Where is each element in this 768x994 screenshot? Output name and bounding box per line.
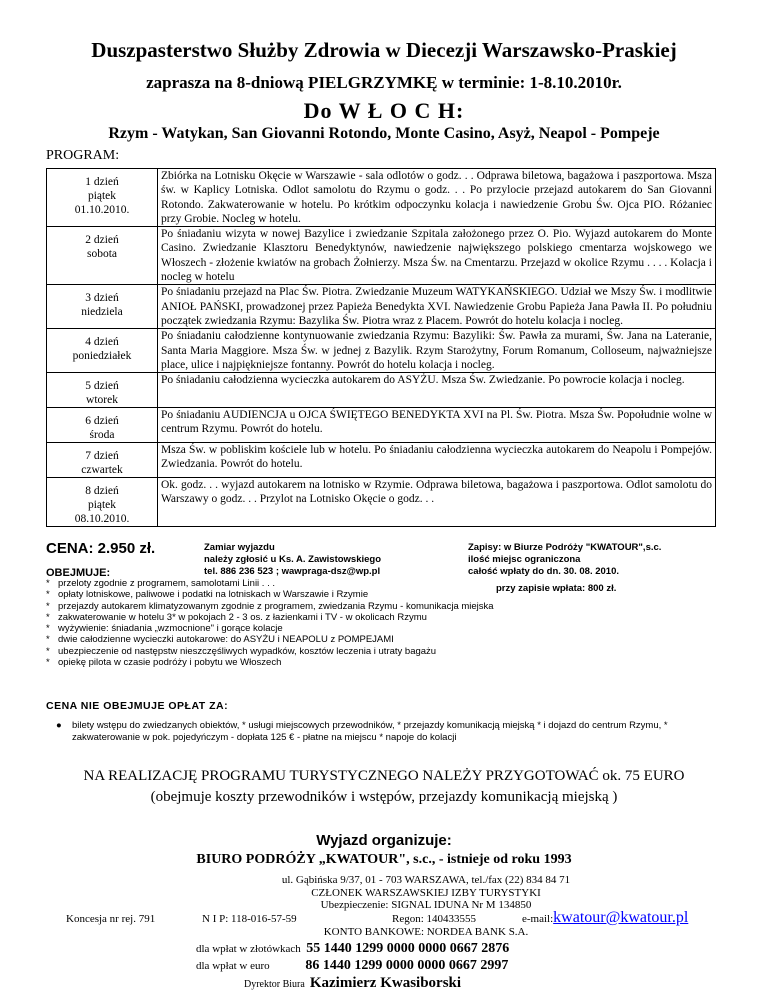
asterisk-icon: * bbox=[46, 634, 50, 646]
program-row bbox=[47, 285, 716, 329]
list-item-text: opłaty lotniskowe, paliwowe i podatki na lotniskach w Warszawie i Rzymie bbox=[58, 589, 369, 601]
day-cell bbox=[47, 227, 158, 285]
day-weekday: środa bbox=[89, 429, 115, 442]
email-label: e-mail: bbox=[522, 913, 554, 925]
program-label: PROGRAM: bbox=[46, 148, 120, 163]
asterisk-icon: * bbox=[46, 657, 50, 669]
asterisk-icon: * bbox=[46, 623, 50, 635]
includes-label: OBEJMUJE: bbox=[46, 567, 111, 579]
day-day: 8 dzień bbox=[85, 485, 119, 498]
list-item bbox=[46, 589, 494, 600]
day-day: 4 dzień bbox=[85, 336, 119, 349]
list-item bbox=[46, 646, 494, 657]
not-included-label: CENA NIE OBEJMUJE OPŁAT ZA: bbox=[46, 700, 229, 712]
bullet-icon: ● bbox=[56, 720, 62, 731]
director-name: Kazimierz Kwasiborski bbox=[309, 975, 462, 991]
day-day: 3 dzień bbox=[85, 292, 119, 305]
list-item-text: przeloty zgodnie z programem, samolotami Linii . . . bbox=[58, 578, 276, 589]
insurance-line: Ubezpieczenie: SIGNAL IDUNA Nr M 134850 bbox=[320, 899, 532, 911]
euro-note: NA REALIZACJĘ PROGRAMU TURYSTYCZNEGO NALEŻY PRZYGOTOWAĆ ok. 75 EURO bbox=[83, 768, 685, 784]
zapisy-line-3: całość wpłaty do dn. 30. 08. 2010. bbox=[468, 566, 620, 577]
day-cell bbox=[47, 408, 158, 443]
program-table bbox=[46, 168, 716, 527]
day-description: Ok. godz. . . wyjazd autokarem na lotnisko w Rzymie. Odprawa biletowa, bagażowa i paszportowa. Odlot samolotu do Warszawy o godz. . . Przylot na Lotnisko Okęcie o godz. . . bbox=[158, 478, 716, 527]
list-item-text: opiekę pilota w czasie podróży i pobytu we Włoszech bbox=[58, 657, 282, 669]
program-row bbox=[47, 443, 716, 478]
price: CENA: 2.950 zł. bbox=[46, 540, 156, 557]
day-description: Po śniadaniu wizyta w nowej Bazylice i zwiedzanie Szpitala założonego przez O. Pio. Wyjazd autokarem do Monte Casino. Zwiedzanie Klasztoru Benedyktynów, nawiedzenie największego polskiego cmentarza wojskowego we Włoszech - złożenie kwiatów na grobach Żołnierzy. Msza Św. na Cmentarzu. Przejazd w okolice Rzymu . . . . Kolacja i nocleg w hotelu bbox=[158, 227, 716, 285]
day-weekday: niedziela bbox=[81, 306, 123, 319]
email-link[interactable]: kwatour@kwatour.pl bbox=[553, 909, 689, 926]
program-row bbox=[47, 478, 716, 527]
nip-number: N I P: 118-016-57-59 bbox=[202, 913, 297, 925]
list-item-text: dwie całodzienne wycieczki autokarowe: do ASYŻU i NEAPOLU z POMPEJAMI bbox=[58, 634, 394, 646]
asterisk-icon: * bbox=[46, 645, 50, 657]
day-cell bbox=[47, 329, 158, 373]
deposit-info: przy zapisie wpłata: 800 zł. bbox=[496, 583, 617, 594]
program-row bbox=[47, 169, 716, 227]
day-weekday: wtorek bbox=[86, 394, 118, 407]
day-weekday: piątek bbox=[87, 499, 117, 512]
zamiar-line-1: Zamiar wyjazdu bbox=[204, 542, 275, 553]
pln-account: 55 1440 1299 0000 0000 0667 2876 bbox=[306, 941, 510, 956]
document-title: Duszpasterstwo Służby Zdrowia w Diecezji Warszawsko-Praskiej bbox=[91, 38, 677, 62]
list-item-text: zakwaterowanie w hotelu 3* w pokojach 2 - 3 os. z łazienkami i TV - w okolicach Rzymu bbox=[58, 611, 427, 623]
day-description: Po śniadaniu AUDIENCJA u OJCA ŚWIĘTEGO BENEDYKTA XVI na Pl. Św. Piotra. Msza Św. Popołudnie wolne w centrum Rzymu. Powrót do hotelu. bbox=[158, 408, 716, 443]
program-row bbox=[47, 373, 716, 408]
list-item bbox=[46, 612, 494, 623]
day-day: 7 dzień bbox=[85, 450, 119, 463]
not-included-text: ● bilety wstępu do zwiedzanych obiektów, * usługi miejscowych przewodników, * przejazdy komunikacją miejską * i dojazd do centrum Rzymu, * zakwaterowanie w pok. pojedyńczym - dopłata 125 € - płatne na miejscu * napoje do kolacji bbox=[56, 720, 668, 743]
day-weekday: sobota bbox=[86, 248, 118, 261]
invitation-line: zaprasza na 8-dniową PIELGRZYMKĘ w terminie: 1-8.10.2010r. bbox=[146, 73, 622, 92]
director-line bbox=[244, 975, 461, 992]
day-weekday: czwartek bbox=[81, 464, 123, 477]
day-cell bbox=[47, 169, 158, 227]
list-item bbox=[46, 601, 494, 612]
day-cell bbox=[47, 285, 158, 329]
includes-list bbox=[46, 578, 494, 668]
day-weekday: poniedziałek bbox=[72, 350, 132, 363]
day-cell bbox=[47, 443, 158, 478]
asterisk-icon: * bbox=[46, 600, 50, 612]
pln-label: dla wpłat w złotówkach bbox=[196, 943, 301, 955]
day-description: Po śniadaniu przejazd na Plac Św. Piotra. Zwiedzanie Muzeum WATYKAŃSKIEGO. Udział we Mszy Św. i modlitwie ANIOŁ PAŃSKI, prowadzonej przez Papieża Benedykta XVI. Nawiedzenie Grobu Papieża Jana Pawła II. Po południu początek zwiedzania Rzymu: Bazylika Św. Piotra wraz z Placem. Powrót do hotelu kolacja i nocleg. bbox=[158, 285, 716, 329]
zamiar-line-2: należy zgłosić u Ks. A. Zawistowskiego bbox=[204, 554, 382, 565]
organizer-label: Wyjazd organizuje: bbox=[316, 832, 452, 849]
eur-account-line bbox=[196, 958, 508, 974]
day-date: 01.10.2010. bbox=[74, 204, 130, 216]
day-date: 08.10.2010. bbox=[74, 513, 130, 526]
list-item bbox=[46, 578, 494, 589]
zamiar-line-3: tel. 886 236 523 ; wawpraga-dsz@wp.pl bbox=[204, 566, 381, 577]
list-item bbox=[46, 657, 494, 668]
asterisk-icon: * bbox=[46, 589, 50, 601]
day-day: 1 dzień bbox=[85, 176, 119, 188]
list-item-text: ubezpieczenie od następstw nieszczęśliwych wypadków, kosztów leczenia i utraty bagażu bbox=[58, 645, 437, 657]
zapisy-line-1: Zapisy: w Biurze Podróży "KWATOUR",s.c. bbox=[468, 542, 662, 553]
license-number: Koncesja nr rej. 791 bbox=[66, 913, 156, 925]
agency-name: BIURO PODRÓŻY „KWATOUR", s.c., - istnieje od roku 1993 bbox=[196, 852, 572, 867]
program-row bbox=[47, 329, 716, 373]
enrollment-info bbox=[468, 542, 661, 578]
address-line: ul. Gąbińska 9/37, 01 - 703 WARSZAWA, tel./fax (22) 834 84 71 bbox=[281, 874, 571, 886]
day-cell bbox=[47, 373, 158, 408]
euro-note-detail: (obejmuje koszty przewodników i wstępów, przejazdy komunikacją miejską ) bbox=[150, 789, 618, 805]
places-line: Rzym - Watykan, San Giovanni Rotondo, Monte Casino, Asyż, Neapol - Pompeje bbox=[108, 125, 660, 142]
registration-contact bbox=[204, 542, 381, 578]
asterisk-icon: * bbox=[46, 611, 50, 623]
pln-account-line bbox=[196, 941, 509, 957]
membership-line: CZŁONEK WARSZAWSKIEJ IZBY TURYSTYKI bbox=[311, 886, 541, 899]
list-item-text: wyżywienie: śniadania „wzmocnione" i gorące kolacje bbox=[58, 623, 283, 635]
asterisk-icon: * bbox=[46, 578, 50, 589]
list-item bbox=[46, 634, 494, 645]
day-description: Po śniadaniu całodzienne kontynuowanie zwiedzania Rzymu: Bazyliki: Św. Pawła za murami, Św. Jana na Lateranie, Santa Maria Maggiore. Msza Św. w jednej z Bazylik. Rzym Starożytny, Forum Romanum, Colloseum, najważniejsze place, ulice i najpiękniejsze fontanny. Powrót do hotelu kolacja i nocleg. bbox=[158, 329, 716, 373]
day-day: 2 dzień bbox=[85, 234, 119, 247]
day-cell bbox=[47, 478, 158, 527]
bank-line: KONTO BANKOWE: NORDEA BANK S.A. bbox=[323, 926, 529, 938]
day-day: 6 dzień bbox=[85, 415, 119, 428]
program-row bbox=[47, 408, 716, 443]
program-row bbox=[47, 227, 716, 285]
day-weekday: piątek bbox=[87, 190, 117, 202]
day-description: Msza Św. w pobliskim kościele lub w hotelu. Po śniadaniu całodzienna wycieczka autokarem do Neapolu i Pompejów. Zwiedzania. Powrót do hotelu. bbox=[158, 443, 716, 478]
day-description: Po śniadaniu całodzienna wycieczka autokarem do ASYŻU. Msza Św. Zwiedzanie. Po powrocie kolacja i nocleg. bbox=[158, 373, 716, 408]
director-label: Dyrektor Biura bbox=[244, 979, 305, 990]
destination-heading: Do W Ł O C H: bbox=[303, 98, 465, 123]
agency-address bbox=[196, 874, 656, 912]
eur-account: 86 1440 1299 0000 0000 0667 2997 bbox=[305, 958, 509, 973]
list-item-text: przejazdy autokarem klimatyzowanym zgodnie z programem, zwiedzania Rzymu - komunikacja miejska bbox=[58, 600, 494, 612]
eur-label: dla wpłat w euro bbox=[196, 960, 270, 972]
regon-number: Regon: 140433555 bbox=[392, 913, 477, 925]
list-item bbox=[46, 623, 494, 634]
day-day: 5 dzień bbox=[85, 380, 119, 393]
day-description: Zbiórka na Lotnisku Okęcie w Warszawie - sala odlotów o godz. . . Odprawa biletowa, bagażowa i paszportowa. Msza św. w Kaplicy Lotniska. Odlot samolotu do Rzymu o godz. . . Po przylocie przejazd autokarem do San Giovanni Rotondo. Zakwaterowanie w hotelu. Po krótkim odpoczynku kolacja i nawiedzenie Grobu Św. Ojca PIO. Różaniec przy Grobie. Nocleg w hotelu. bbox=[158, 169, 716, 227]
email-line bbox=[522, 909, 688, 927]
zapisy-line-2: ilość miejsc ograniczona bbox=[468, 554, 581, 565]
